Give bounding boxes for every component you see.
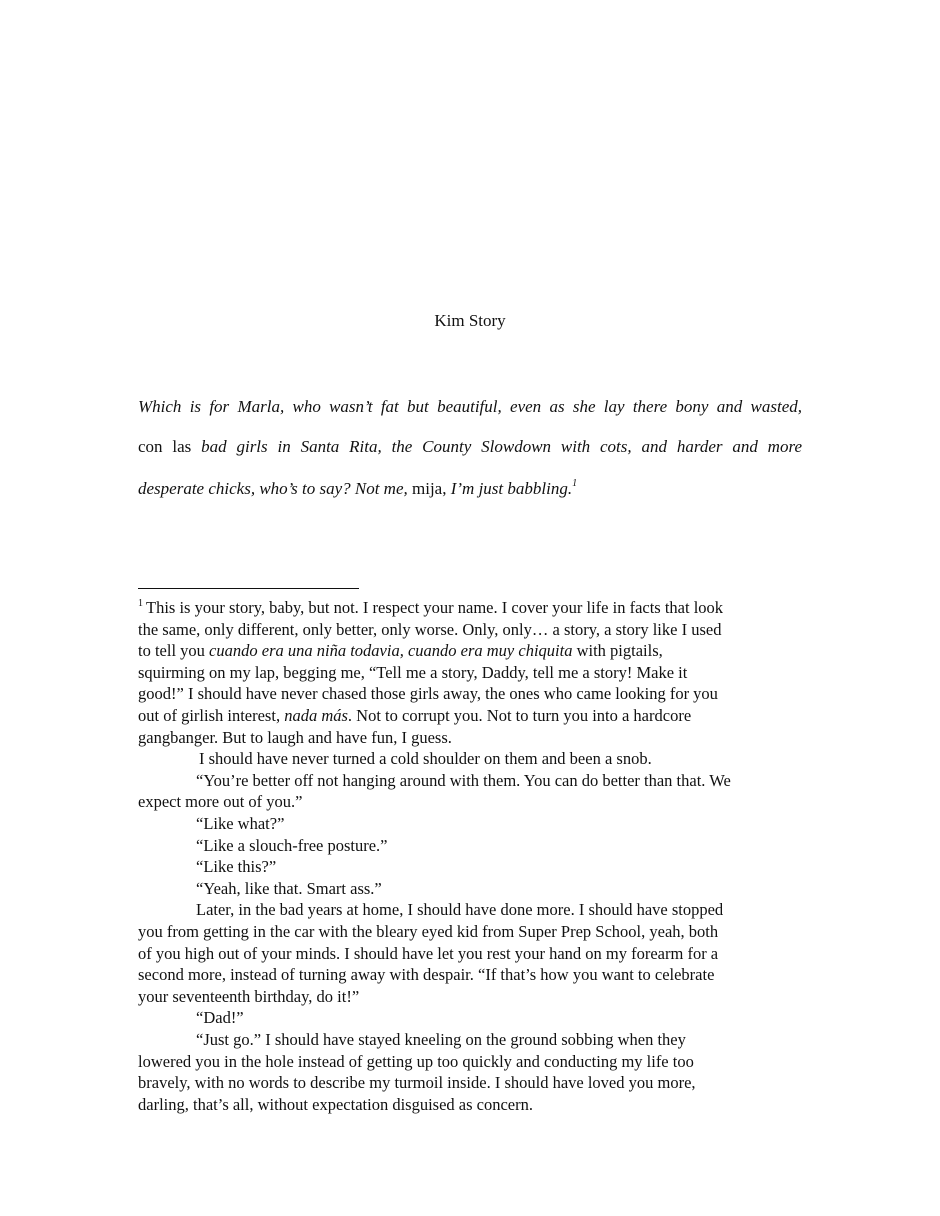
- text: “You’re better off not hanging around with them. You can do better than that. We: [196, 770, 731, 790]
- text: to tell you: [138, 641, 210, 661]
- text: “Like what?”: [196, 814, 285, 833]
- footnote-line: [138, 1051, 694, 1073]
- text: you from getting in the car with the bleary eyed kid from Super Prep School, yeah, both: [138, 922, 719, 941]
- text: with pigtails,: [572, 641, 663, 661]
- italic-text: desperate chicks, who’s to say? Not me,: [138, 479, 413, 498]
- dedication-line: [138, 436, 802, 458]
- dedication-line: [138, 396, 802, 418]
- footnote-line: [138, 791, 302, 813]
- footnote-line: [138, 619, 721, 641]
- footnote-line: [196, 899, 723, 921]
- italic-text: Which is for Marla, who wasn’t fat but beautiful, even as she lay there bony and wasted,: [138, 397, 802, 416]
- italic-text: bad girls in Santa Rita, the County Slowdown with cots, and harder and more: [201, 437, 802, 456]
- text: your seventeenth birthday, do it!”: [138, 986, 360, 1006]
- text: I should have never turned a cold shoulder on them and been a snob.: [199, 749, 652, 769]
- text: lowered you in the hole instead of getting up too quickly and conducting my life too: [138, 1051, 694, 1071]
- footnote-line: [138, 921, 718, 943]
- footnote-separator: [138, 588, 359, 589]
- italic-text: I’m just babbling.: [450, 479, 573, 498]
- footnote-line: [138, 986, 359, 1008]
- footnote-line: [138, 1072, 696, 1094]
- footnote-line: [196, 856, 276, 878]
- footnote-line: [138, 640, 663, 662]
- text: “Just go.” I should have stayed kneeling on the ground sobbing when they: [196, 1030, 686, 1049]
- text: the same, only different, only better, only worse. Only, only… a story, a story like I used: [138, 619, 722, 639]
- footnote-line: [196, 813, 284, 835]
- text: of you high out of your minds. I should have let you rest your hand on my forearm for a: [138, 943, 719, 963]
- text: “Yeah, like that. Smart ass.”: [196, 878, 382, 898]
- text: second more, instead of turning away with despair. “If that’s how you want to celebrate: [138, 965, 715, 985]
- footnote-line: [138, 597, 723, 619]
- footnote-reference[interactable]: 1: [572, 478, 578, 489]
- footnote-line: [138, 683, 718, 705]
- footnote-line: [138, 705, 691, 727]
- text: out of girlish interest,: [138, 706, 285, 725]
- footnote-line: [138, 727, 452, 749]
- text: “Like this?”: [196, 857, 277, 877]
- footnote-line: [138, 662, 687, 684]
- dedication-line: [138, 478, 802, 500]
- text: squirming on my lap, begging me, “Tell me a story, Daddy, tell me a story! Make it: [138, 662, 688, 682]
- text: . Not to corrupt you. Not to turn you into a hardcore: [347, 706, 692, 725]
- footnote-line: [196, 1029, 686, 1051]
- footnote-line: [196, 770, 731, 792]
- footnote-line: [196, 835, 388, 857]
- text: bravely, with no words to describe my turmoil inside. I should have loved you more,: [138, 1073, 696, 1093]
- text: This is your story, baby, but not. I respect your name. I cover your life in facts that look: [146, 598, 724, 617]
- text: good!” I should have never chased those girls away, the ones who came looking for you: [138, 684, 718, 704]
- text: “Like a slouch-free posture.”: [196, 835, 388, 855]
- footnote-line: [138, 943, 718, 965]
- text: expect more out of you.”: [138, 792, 303, 812]
- footnote-line: [138, 1094, 533, 1116]
- story-title: Kim Story: [434, 311, 506, 330]
- footnote-line: [138, 964, 714, 986]
- text: darling, that’s all, without expectation disguised as concern.: [138, 1094, 533, 1114]
- italic-text: cuando era una niña todavia, cuando era muy chiquita: [209, 641, 573, 661]
- footnote-number: 1: [138, 598, 143, 609]
- footnote-line: [199, 748, 652, 770]
- text: “Dad!”: [196, 1008, 244, 1028]
- text: gangbanger. But to laugh and have fun, I guess.: [138, 727, 452, 747]
- text: Later, in the bad years at home, I should have done more. I should have stopped: [196, 900, 724, 920]
- text: con las: [138, 437, 202, 456]
- footnote-line: [196, 1007, 244, 1029]
- text: mija,: [412, 479, 451, 498]
- italic-text: nada más: [284, 706, 348, 725]
- footnote-line: [196, 878, 382, 900]
